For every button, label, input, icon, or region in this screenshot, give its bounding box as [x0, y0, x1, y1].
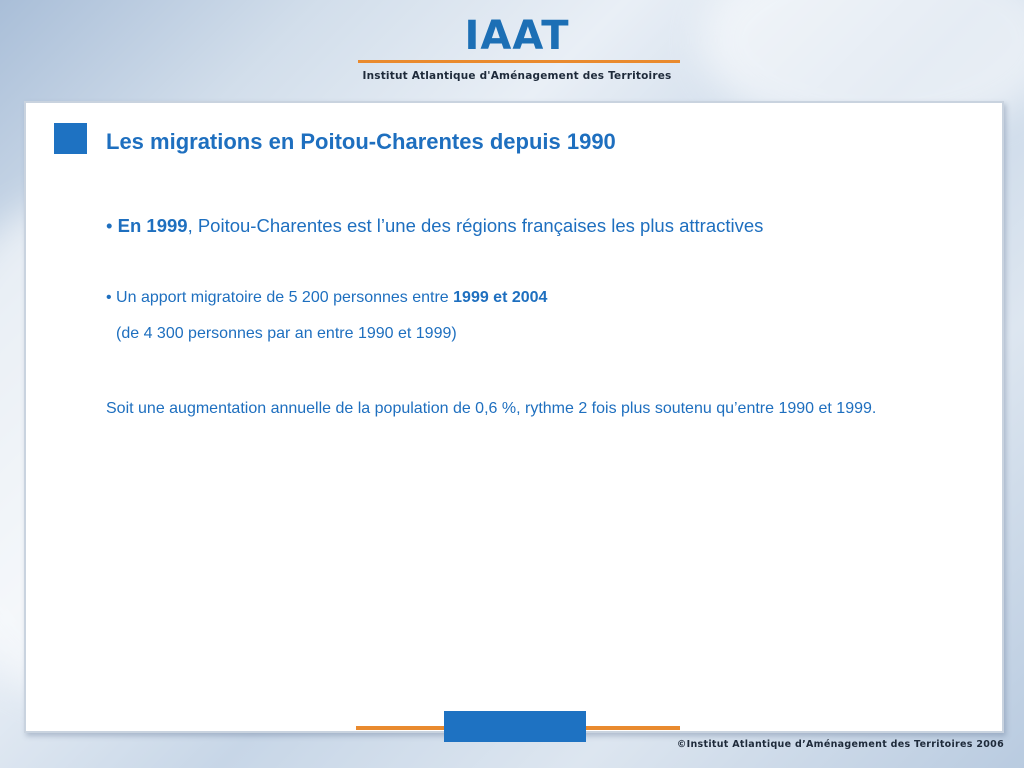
logo-subtitle: Institut Atlantique d'Aménagement des Territoires [362, 70, 672, 82]
logo-text: IAAT [464, 13, 570, 59]
summary-paragraph: Soit une augmentation annuelle de la population de 0,6 %, rythme 2 fois plus soutenu qu’entre 1990 et 1999. [106, 400, 877, 417]
bullet-1999 [106, 215, 763, 237]
title-square-icon [54, 123, 87, 154]
bullet-text: Un apport migratoire de 5 200 personnes entre [116, 289, 454, 306]
bullet-text: , Poitou-Charentes est l’une des régions françaises les plus attractives [187, 215, 764, 236]
bullet-note: (de 4 300 personnes par an entre 1990 et 1999) [116, 325, 457, 342]
copyright-text: ©Institut Atlantique d’Aménagement des Territoires 2006 [676, 739, 1004, 750]
slide-title: Les migrations en Poitou-Charentes depuis 1990 [106, 129, 616, 154]
bullet-marker: • [106, 289, 117, 306]
logo-underline [358, 60, 680, 63]
bullet-marker: • [106, 215, 118, 236]
iaat-logo [352, 10, 682, 90]
slide-panel [24, 101, 1004, 733]
footer-blue-block [444, 711, 586, 742]
bullet-bold: En 1999 [117, 215, 188, 236]
bullet-bold: 1999 et 2004 [453, 289, 548, 306]
bullet-apport [106, 289, 547, 307]
